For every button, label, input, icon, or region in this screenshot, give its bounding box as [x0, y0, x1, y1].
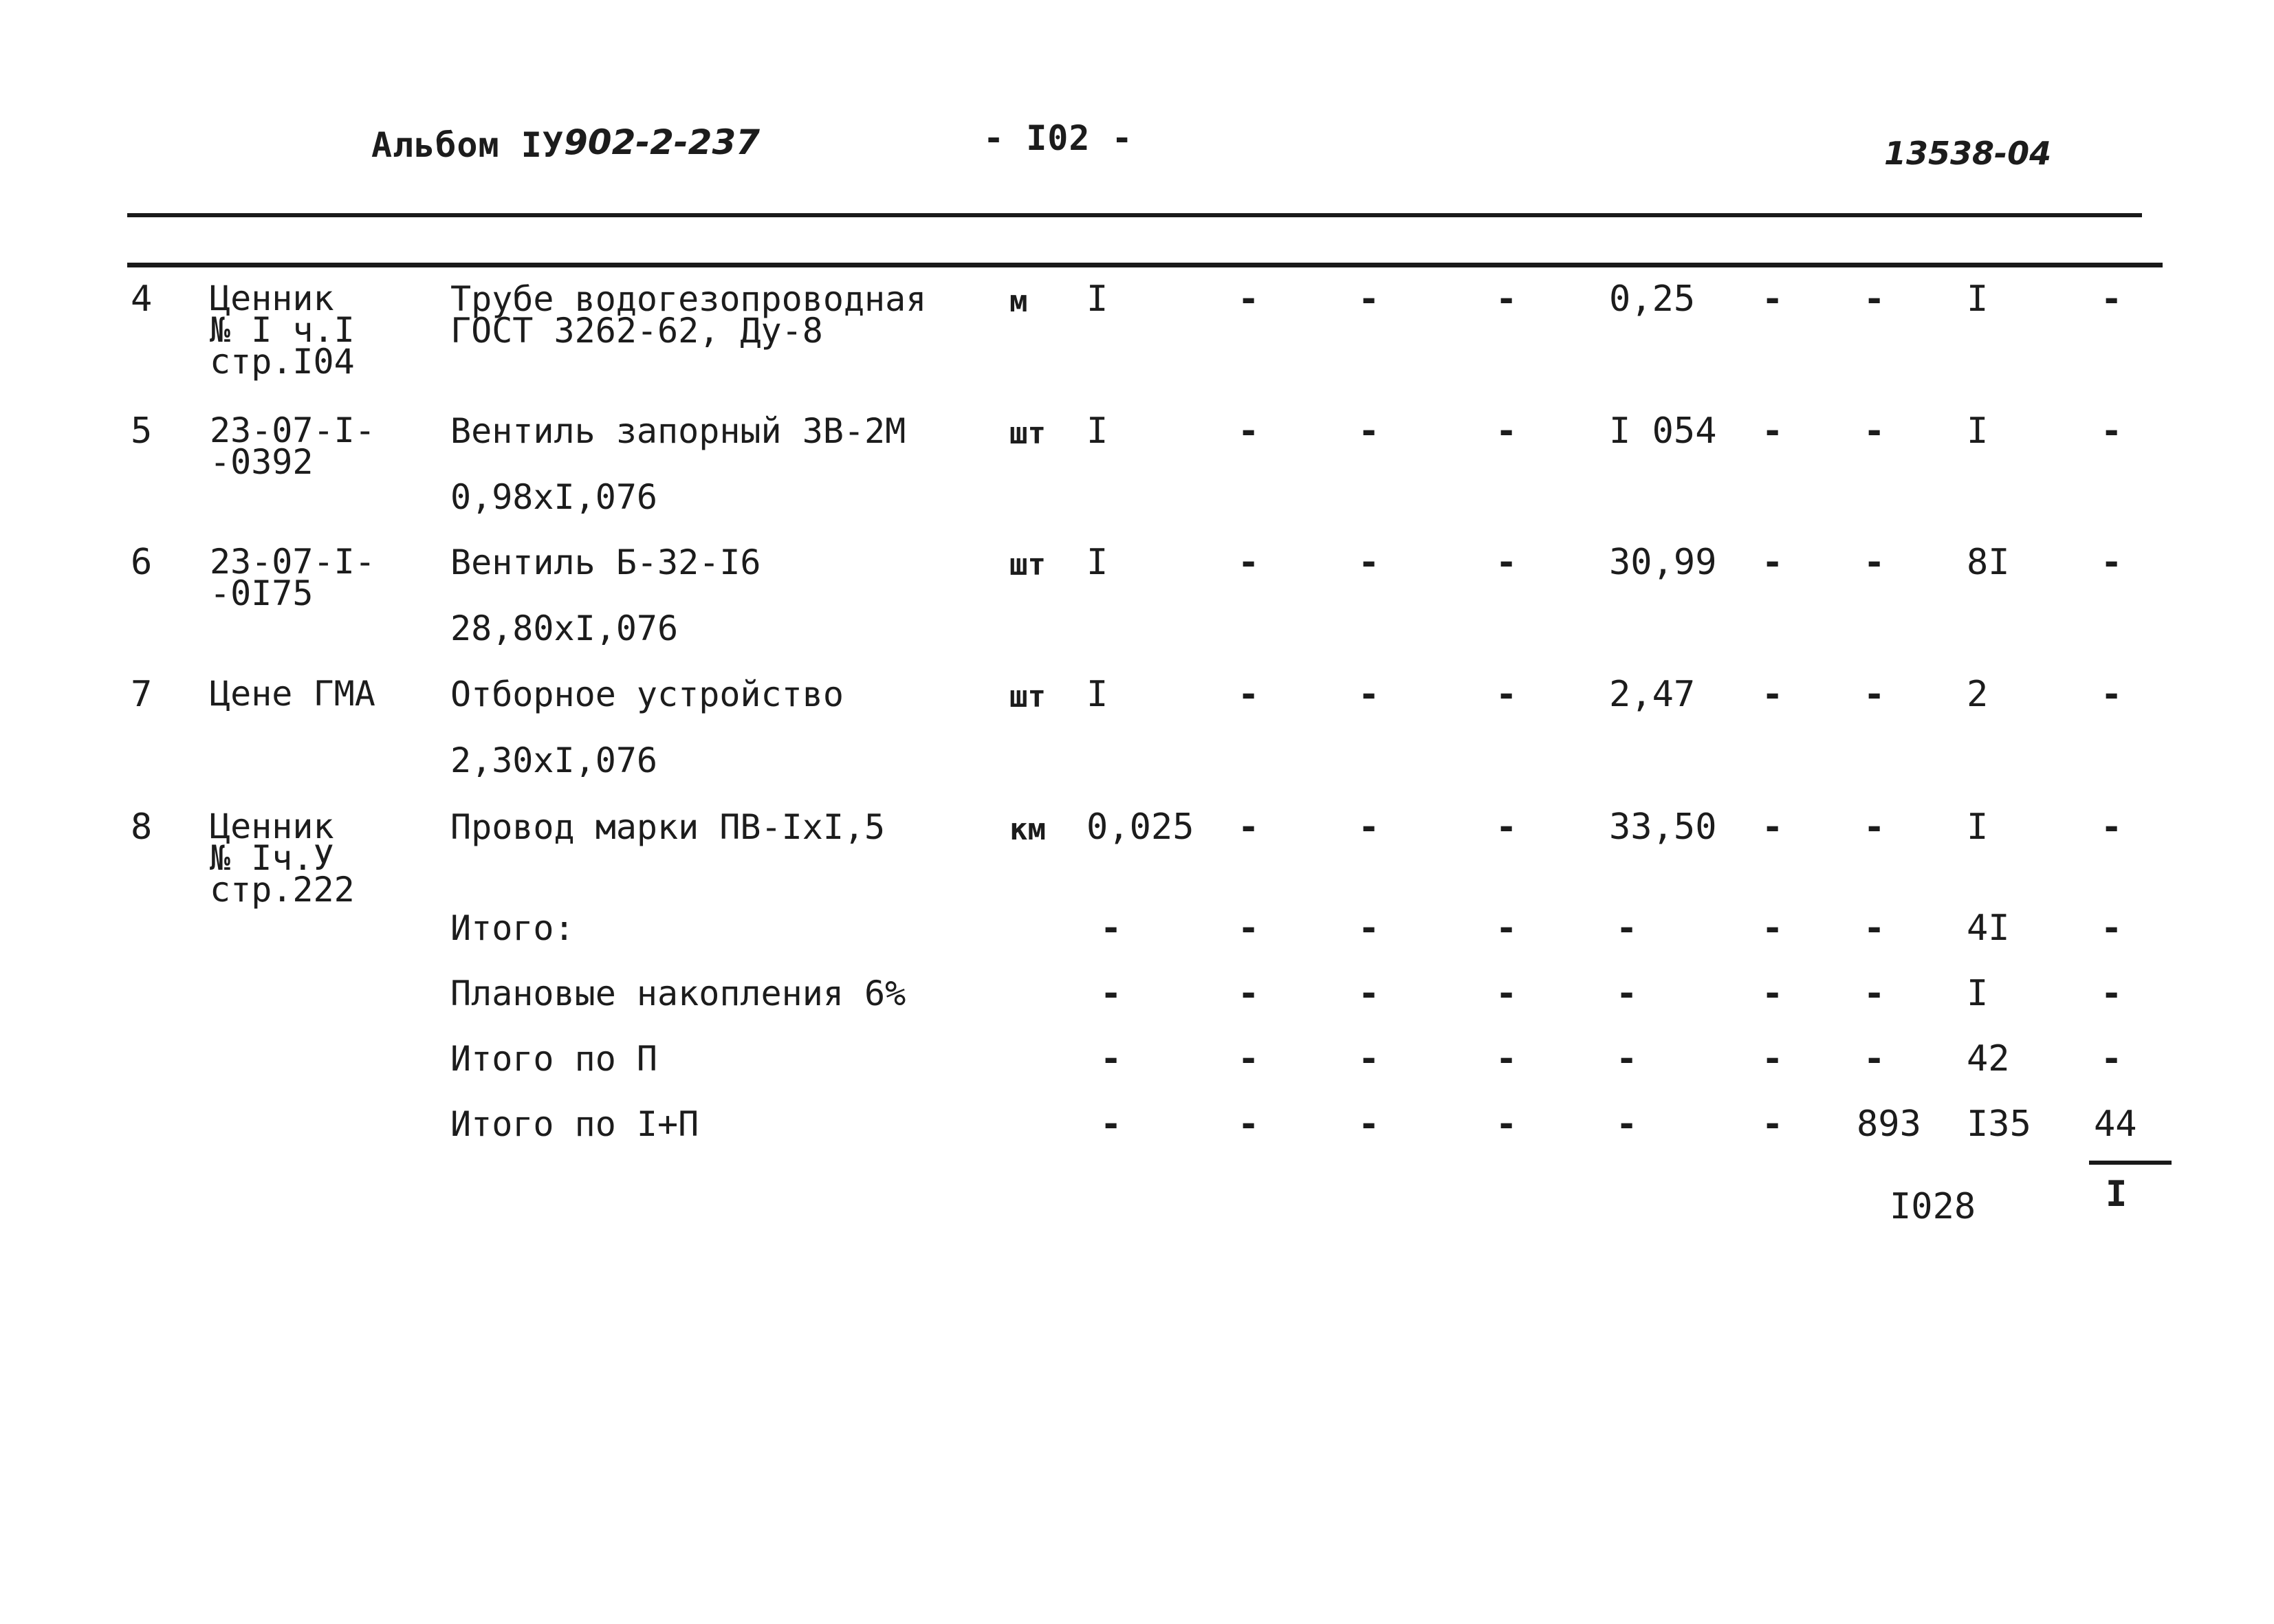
cost-c3: -: [1496, 542, 1518, 583]
cost-c8: -: [2101, 278, 2123, 320]
total-c1: -: [1238, 908, 1260, 949]
total-c7: 4I: [1967, 908, 2010, 949]
cost-c4: I 054: [1609, 410, 1717, 452]
total-quantity: -: [1100, 973, 1122, 1014]
cost-c2: -: [1358, 278, 1380, 320]
item-name-line: Вентиль запорный ЗВ-2М: [450, 411, 906, 451]
cost-c7: 8I: [1967, 542, 2010, 583]
price-reference-line: № I ч.I: [210, 310, 355, 350]
cost-c1: -: [1238, 806, 1260, 848]
cost-c6: -: [1863, 410, 1885, 452]
quantity: I: [1086, 542, 1108, 583]
total-c2: -: [1358, 1038, 1380, 1079]
total-c4: -: [1616, 908, 1638, 949]
cost-c2: -: [1358, 806, 1380, 848]
unit-of-measure: шт: [1009, 547, 1046, 582]
total-c1: -: [1238, 973, 1260, 1014]
item-name-line: ГОСТ 3262-62, Ду-8: [450, 311, 823, 351]
total-c8: 44: [2094, 1104, 2137, 1145]
total-c4: -: [1616, 1038, 1638, 1079]
row-number: 5: [131, 410, 153, 452]
cost-c5: -: [1762, 410, 1784, 452]
price-reference-line: Ценник: [210, 806, 334, 846]
cost-c3: -: [1496, 278, 1518, 320]
total-quantity: -: [1100, 908, 1122, 949]
price-reference-line: 23-07-I-: [210, 410, 375, 450]
cost-c2: -: [1358, 674, 1380, 715]
cost-c1: -: [1238, 542, 1260, 583]
total-c3: -: [1496, 973, 1518, 1014]
cost-c4: 2,47: [1609, 674, 1696, 715]
top-double-rule-2: [127, 263, 2163, 267]
cost-c8: -: [2101, 674, 2123, 715]
row-number: 8: [131, 806, 153, 848]
cost-c7: I: [1967, 806, 1989, 848]
price-reference-line: 23-07-I-: [210, 542, 375, 582]
total-c3: -: [1496, 1104, 1518, 1145]
total-c5: -: [1762, 908, 1784, 949]
total-label: Плановые накопления 6%: [450, 974, 906, 1013]
price-reference-line: -0392: [210, 442, 314, 482]
total-c1: -: [1238, 1104, 1260, 1145]
page-number: - I02 -: [983, 118, 1133, 158]
sum-total: I028: [1890, 1186, 1976, 1227]
cost-c2: -: [1358, 542, 1380, 583]
total-c2: -: [1358, 908, 1380, 949]
item-name-line: Вентиль Б-32-I6: [450, 542, 761, 582]
cost-c7: I: [1967, 278, 1989, 320]
total-c4: -: [1616, 973, 1638, 1014]
cost-c8: -: [2101, 806, 2123, 848]
album-code: 902-2-237: [564, 122, 761, 162]
cost-c4: 33,50: [1609, 806, 1717, 848]
total-c7: I35: [1967, 1104, 2031, 1145]
cost-c1: -: [1238, 278, 1260, 320]
cost-c1: -: [1238, 674, 1260, 715]
total-underline: [2089, 1161, 2172, 1165]
unit-of-measure: шт: [1009, 679, 1046, 714]
unit-of-measure: м: [1009, 284, 1028, 319]
total-c2: -: [1358, 973, 1380, 1014]
cost-c3: -: [1496, 410, 1518, 452]
total-c6: 893: [1857, 1104, 1921, 1145]
total-c3: -: [1496, 908, 1518, 949]
cost-c7: 2: [1967, 674, 1989, 715]
unit-of-measure: км: [1009, 812, 1046, 847]
item-calculation: 2,30хI,076: [450, 740, 658, 780]
cost-c4: 30,99: [1609, 542, 1717, 583]
quantity: I: [1086, 674, 1108, 715]
cost-c6: -: [1863, 278, 1885, 320]
cost-c6: -: [1863, 806, 1885, 848]
album-prefix: Альбом IУ: [371, 125, 564, 165]
price-reference-line: стр.I04: [210, 342, 355, 382]
total-c1: -: [1238, 1038, 1260, 1079]
total-c7: I: [1967, 973, 1989, 1014]
top-double-rule-1: [127, 213, 2142, 217]
price-reference-line: -0I75: [210, 573, 314, 613]
cost-c5: -: [1762, 278, 1784, 320]
cost-c4: 0,25: [1609, 278, 1696, 320]
quantity: 0,025: [1086, 806, 1194, 848]
unit-of-measure: шт: [1009, 416, 1046, 451]
row-number: 6: [131, 542, 153, 583]
total-c6: -: [1863, 908, 1885, 949]
item-name-line: Отборное устройство: [450, 674, 844, 714]
total-c5: -: [1762, 973, 1784, 1014]
cost-c8: -: [2101, 410, 2123, 452]
cost-c8: -: [2101, 542, 2123, 583]
total-c4: -: [1616, 1104, 1638, 1145]
cost-c5: -: [1762, 674, 1784, 715]
total-label: Итого по I+П: [450, 1104, 699, 1144]
price-reference-line: № Iч.У: [210, 838, 334, 878]
total-c5: -: [1762, 1104, 1784, 1145]
cost-c3: -: [1496, 674, 1518, 715]
row-number: 7: [131, 674, 153, 715]
fraction-bottom: I: [2106, 1174, 2128, 1215]
price-reference-line: Цене ГМА: [210, 674, 375, 714]
cost-c6: -: [1863, 542, 1885, 583]
total-c3: -: [1496, 1038, 1518, 1079]
total-c8: -: [2101, 973, 2123, 1014]
item-name-line: Провод марки ПВ-IхI,5: [450, 807, 886, 847]
cost-c5: -: [1762, 806, 1784, 848]
total-c8: -: [2101, 1038, 2123, 1079]
cost-c5: -: [1762, 542, 1784, 583]
total-c6: -: [1863, 973, 1885, 1014]
document-code: 13538-04: [1884, 135, 2052, 172]
price-reference-line: стр.222: [210, 870, 355, 910]
cost-c3: -: [1496, 806, 1518, 848]
cost-c2: -: [1358, 410, 1380, 452]
price-reference-line: Ценник: [210, 278, 334, 318]
total-c8: -: [2101, 908, 2123, 949]
quantity: I: [1086, 278, 1108, 320]
total-c6: -: [1863, 1038, 1885, 1079]
item-calculation: 28,80хI,076: [450, 608, 679, 648]
item-name-line: Трубе водогезопроводная: [450, 279, 927, 319]
cost-c1: -: [1238, 410, 1260, 452]
total-c7: 42: [1967, 1038, 2010, 1079]
cost-c6: -: [1863, 674, 1885, 715]
total-c2: -: [1358, 1104, 1380, 1145]
total-label: Итого по П: [450, 1039, 658, 1079]
total-label: Итого:: [450, 908, 575, 948]
cost-c7: I: [1967, 410, 1989, 452]
total-quantity: -: [1100, 1038, 1122, 1079]
item-calculation: 0,98хI,076: [450, 477, 658, 517]
total-c5: -: [1762, 1038, 1784, 1079]
row-number: 4: [131, 278, 153, 320]
quantity: I: [1086, 410, 1108, 452]
total-quantity: -: [1100, 1104, 1122, 1145]
